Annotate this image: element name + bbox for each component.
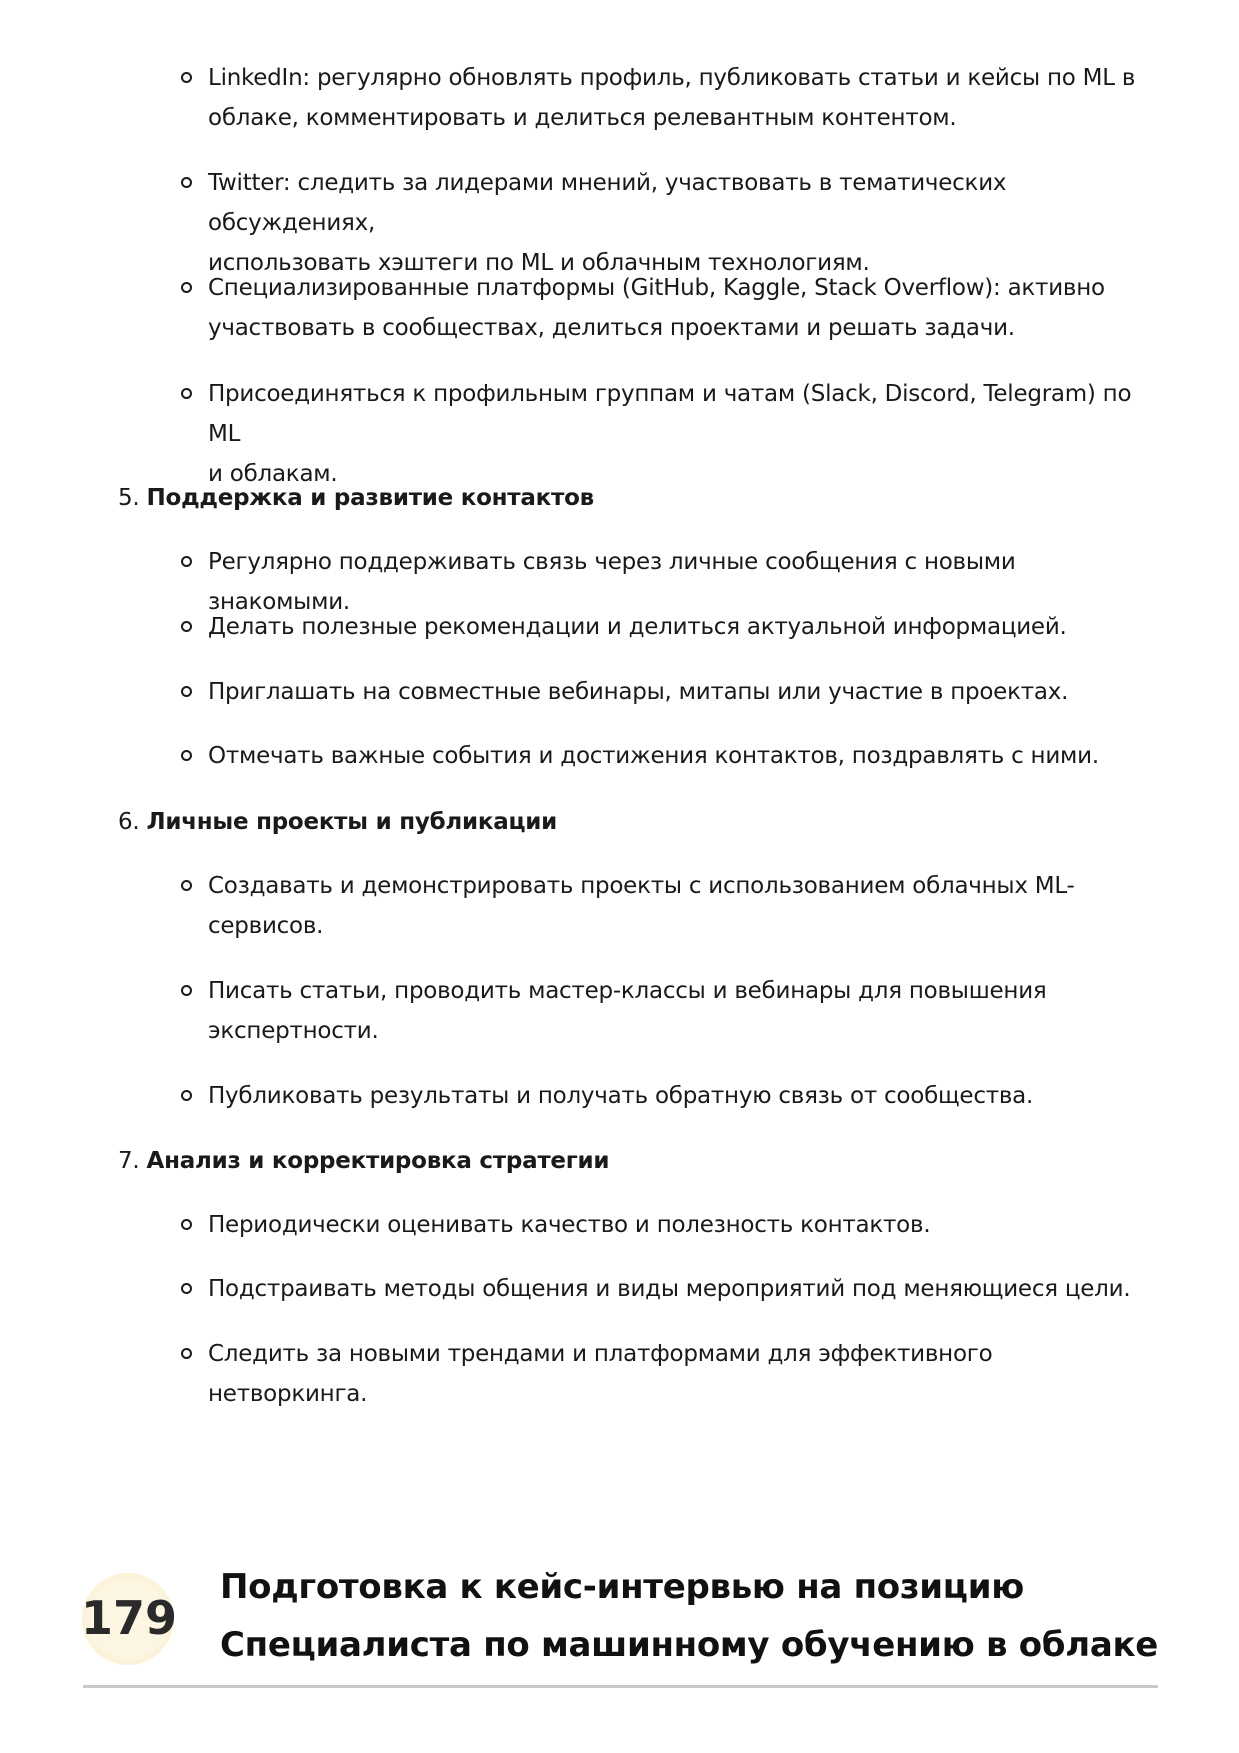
list-item-line: Создавать и демонстрировать проекты с использованием облачных ML- <box>208 873 1075 899</box>
list-item <box>208 1205 1148 1245</box>
chapter-title-line: Подготовка к кейс-интервью на позицию <box>220 1567 1024 1607</box>
hollow-bullet-icon <box>181 1090 192 1101</box>
list-item <box>208 1269 1148 1309</box>
chapter-title <box>220 1558 1160 1674</box>
hollow-bullet-icon <box>181 282 192 293</box>
hollow-bullet-icon <box>181 750 192 761</box>
hollow-bullet-icon <box>181 1283 192 1294</box>
section-title: Личные проекты и публикации <box>146 809 558 835</box>
chapter-header <box>80 1548 1160 1688</box>
hollow-bullet-icon <box>181 72 192 83</box>
chapter-title-line: Специалиста по машинному обучению в облаке <box>220 1625 1159 1665</box>
list-item-line: участвовать в сообществах, делиться проектами и решать задачи. <box>208 315 1015 341</box>
list-item-line: использовать хэштеги по ML и облачным технологиям. <box>208 250 870 276</box>
hollow-bullet-icon <box>181 985 192 996</box>
list-item-text: Следить за новыми трендами и платформами для эффективного нетворкинга. <box>208 1341 993 1407</box>
hollow-bullet-icon <box>181 1219 192 1230</box>
list-item-line: сервисов. <box>208 913 324 939</box>
section-number: 5. <box>118 485 140 511</box>
section-number: 7. <box>118 1148 140 1174</box>
list-item <box>208 1334 1148 1414</box>
hollow-bullet-icon <box>181 621 192 632</box>
list-item-line: Писать статьи, проводить мастер-классы и вебинары для повышения <box>208 978 1047 1004</box>
list-item-text: Приглашать на совместные вебинары, митапы или участие в проектах. <box>208 679 1069 705</box>
list-item-text: Периодически оценивать качество и полезность контактов. <box>208 1212 931 1238</box>
hollow-bullet-icon <box>181 686 192 697</box>
list-item <box>208 374 1148 494</box>
list-item-text: Подстраивать методы общения и виды мероприятий под меняющиеся цели. <box>208 1276 1131 1302</box>
list-item-line: облаке, комментировать и делиться релевантным контентом. <box>208 105 957 131</box>
list-item-text: Отмечать важные события и достижения контактов, поздравлять с ними. <box>208 743 1099 769</box>
hollow-bullet-icon <box>181 1348 192 1359</box>
section-heading-6 <box>118 802 557 842</box>
list-item <box>208 736 1148 776</box>
hollow-bullet-icon <box>181 177 192 188</box>
hollow-bullet-icon <box>181 556 192 567</box>
hollow-bullet-icon <box>181 388 192 399</box>
section-title: Поддержка и развитие контактов <box>146 485 594 511</box>
hollow-bullet-icon <box>181 880 192 891</box>
chapter-divider <box>83 1685 1158 1688</box>
list-item-line: Twitter: следить за лидерами мнений, участвовать в тематических обсуждениях, <box>208 170 1007 236</box>
list-item <box>208 1076 1148 1116</box>
list-item <box>208 971 1148 1051</box>
list-item-line: LinkedIn: регулярно обновлять профиль, публиковать статьи и кейсы по ML в <box>208 65 1136 91</box>
list-item-line: Специализированные платформы (GitHub, Kaggle, Stack Overflow): активно <box>208 275 1105 301</box>
list-item-line: экспертности. <box>208 1018 379 1044</box>
chapter-number: 179 <box>80 1591 178 1645</box>
list-item <box>208 607 1148 647</box>
list-item-line: и облакам. <box>208 461 338 487</box>
list-item <box>208 58 1148 138</box>
list-item <box>208 672 1148 712</box>
section-number: 6. <box>118 809 140 835</box>
list-item <box>208 866 1148 946</box>
list-item <box>208 163 1148 283</box>
list-item-line: Присоединяться к профильным группам и чатам (Slack, Discord, Telegram) по ML <box>208 381 1132 447</box>
list-item <box>208 268 1148 348</box>
list-item-line: Публиковать результаты и получать обратную связь от сообщества. <box>208 1083 1034 1109</box>
section-heading-5 <box>118 478 594 518</box>
list-item-text: Регулярно поддерживать связь через личные сообщения с новыми знакомыми. <box>208 549 1016 615</box>
section-title: Анализ и корректировка стратегии <box>146 1148 610 1174</box>
list-item-text: Делать полезные рекомендации и делиться актуальной информацией. <box>208 614 1067 640</box>
section-heading-7 <box>118 1141 609 1181</box>
